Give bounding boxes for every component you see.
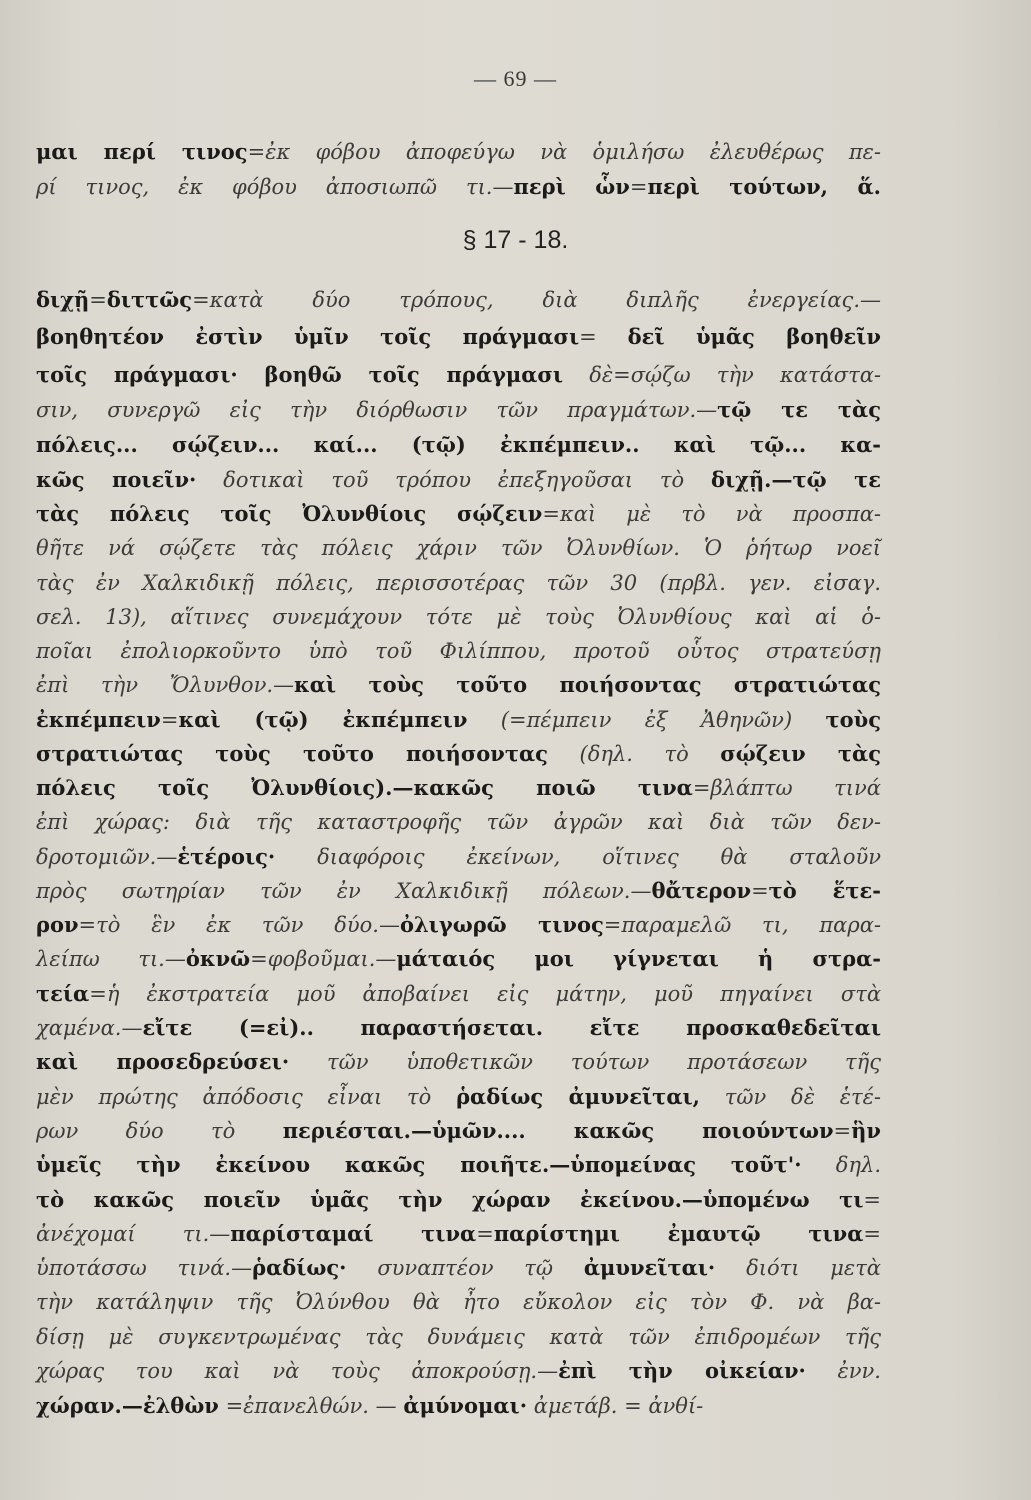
text-line xyxy=(36,771,881,805)
bold-term: περὶ τούτων, ἅ. xyxy=(647,174,881,199)
gloss-text: ποῖαι ἐπολιορκοῦντο ὑπὸ τοῦ Φιλίππου, προτοῦ οὗτος στρατεύσῃ xyxy=(36,639,881,663)
gloss-text: =παραμελῶ τι, παρα- xyxy=(603,913,881,937)
gloss-text: = xyxy=(476,1222,494,1246)
bold-term: καὶ προσεδρεύσει· xyxy=(36,1049,290,1074)
text-line xyxy=(36,703,881,737)
gloss-text: =βλάπτω τινά xyxy=(692,776,881,800)
gloss-text: δροτομιῶν.— xyxy=(36,845,178,869)
bold-term: τοὺς xyxy=(825,707,881,732)
gloss-text: = xyxy=(629,175,648,199)
gloss-text: ἀμετάβ. = ἀνθί- xyxy=(527,1394,704,1418)
bold-term: παρίσταμαί τινα xyxy=(230,1221,477,1246)
text-line xyxy=(36,497,881,531)
bold-term: ὑμεῖς τὴν ἐκείνου κακῶς ποιῆτε.—ὑπομείνας τοῦτ'· xyxy=(36,1152,802,1177)
gloss-text: = xyxy=(89,288,107,312)
gloss-text: δὲ=σῴζω τὴν κατάστα- xyxy=(563,363,881,387)
text-line xyxy=(36,1389,881,1423)
bold-term: ἑτέροις· xyxy=(177,844,276,869)
text-line xyxy=(36,358,881,392)
bold-term: ὀκνῶ xyxy=(185,946,251,971)
bold-term: ῥαδίως· xyxy=(252,1255,347,1280)
gloss-text: διότι μετὰ xyxy=(715,1256,881,1280)
gloss-text: ἐπὶ τὴν Ὄλυνθον.— xyxy=(36,673,295,697)
bold-term: χώραν.—ἐλθὼν xyxy=(36,1393,219,1418)
bold-term: τεία xyxy=(36,981,90,1006)
bold-term: κῶς ποιεῖν· xyxy=(36,467,197,492)
text-line xyxy=(36,1251,881,1285)
bold-term: τῷ τε τὰς xyxy=(717,397,881,422)
gloss-text: = xyxy=(751,879,769,903)
gloss-text: ὑποτάσσω τινά.— xyxy=(36,1256,253,1280)
bold-term: δεῖ ὑμᾶς βοηθεῖν xyxy=(627,324,881,349)
gloss-text: τῶν ὑποθετικῶν τούτων προτάσεων τῆς xyxy=(289,1050,881,1074)
bold-term: τὸ κακῶς ποιεῖν ὑμᾶς τὴν χώραν ἐκείνου.—ὑπομένω τι xyxy=(36,1187,864,1212)
text-line xyxy=(36,566,881,600)
gloss-text: δίσῃ μὲ συγκεντρωμένας τὰς δυνάμεις κατὰ τῶν ἐπιδρομέων τῆς xyxy=(36,1325,881,1349)
text-line xyxy=(36,1320,881,1354)
bold-term: μάταιός μοι γίγνεται ἡ στρα- xyxy=(396,946,881,971)
gloss-text: =κατὰ δύο τρόπους, διὰ διπλῆς ἐνεργείας.— xyxy=(192,288,881,312)
bold-term: ἐκπέμπειν xyxy=(36,707,161,732)
bold-term: καὶ (τῷ) ἐκπέμπειν xyxy=(178,707,468,732)
text-line xyxy=(36,1217,881,1251)
bold-term: εἴτε (=εἰ).. παραστήσεται. εἴτε προσκαθεδεῖται xyxy=(142,1015,881,1040)
text-line xyxy=(36,805,881,839)
text-line xyxy=(36,840,881,874)
text-line xyxy=(36,908,881,942)
text-line xyxy=(36,1183,881,1217)
bold-term: ὀλιγωρῶ τινος xyxy=(399,912,604,937)
bold-term: πόλεις... σῴζειν... καί... (τῷ) ἐκπέμπειν.. καὶ τῷ... κα- xyxy=(36,432,881,457)
text-line xyxy=(36,428,881,462)
gloss-text: =τὸ ἓν ἐκ τῶν δύο.— xyxy=(78,913,400,937)
gloss-text: (δηλ. τὸ xyxy=(547,742,721,766)
bold-term: ῥαδίως ἀμυνεῖται, xyxy=(456,1084,700,1109)
bold-term: παρίστημι ἐμαυτῷ τινα xyxy=(493,1221,864,1246)
gloss-text: = xyxy=(579,325,628,349)
gloss-text: τῶν δὲ ἑτέ- xyxy=(699,1085,882,1109)
bold-term: ἀμύνομαι· xyxy=(403,1393,528,1418)
text-line xyxy=(36,135,881,169)
bold-term: διττῶς xyxy=(106,287,193,312)
text-line xyxy=(36,600,881,634)
bold-term: στρατιώτας τοὺς τοῦτο ποιήσοντας xyxy=(36,741,548,766)
text-line xyxy=(36,1354,881,1388)
gloss-text: =ἐπανελθών. — xyxy=(218,1394,404,1418)
gloss-text: = xyxy=(833,1119,852,1143)
bold-term: θἄτερον xyxy=(651,878,752,903)
text-line xyxy=(36,1114,881,1148)
gloss-text: =φοβοῦμαι.— xyxy=(250,947,397,971)
text-line xyxy=(36,393,881,427)
section-heading: § 17 - 18. xyxy=(462,226,569,254)
bold-term: μαι περί τινος xyxy=(36,139,248,164)
text-line xyxy=(36,1285,881,1319)
bold-term: καὶ τοὺς τοῦτο ποιήσοντας στρατιώτας xyxy=(294,672,881,697)
gloss-text: = xyxy=(160,708,179,732)
page-number: — 69 — xyxy=(474,66,557,91)
gloss-text: διαφόροις ἐκείνων, οἵτινες θὰ σταλοῦν xyxy=(275,845,881,869)
gloss-text: θῆτε νά σῴζετε τὰς πόλεις χάριν τῶν Ὀλυνθίων. Ὁ ῥήτωρ νοεῖ xyxy=(36,536,881,560)
gloss-text: χώρας του καὶ νὰ τοὺς ἀποκρούσῃ.— xyxy=(36,1359,559,1383)
gloss-text: ἀνέχομαί τι.— xyxy=(36,1222,231,1246)
gloss-text: ἐπὶ χώρας: διὰ τῆς καταστροφῆς τῶν ἀγρῶν καὶ διὰ τῶν δεν- xyxy=(36,810,881,834)
gloss-text: πρὸς σωτηρίαν τῶν ἐν Χαλκιδικῇ πόλεων.— xyxy=(36,879,652,903)
bold-term: σῴζειν τὰς xyxy=(720,741,881,766)
gloss-text: τὰς ἐν Χαλκιδικῇ πόλεις, περισσοτέρας τῶν 30 (πρβλ. γεν. εἰσαγ. xyxy=(36,571,881,595)
text-line xyxy=(36,1011,881,1045)
text-line xyxy=(36,634,881,668)
text-line xyxy=(36,977,881,1011)
bold-term: ἀμυνεῖται· xyxy=(583,1255,716,1280)
bold-term: διχῇ.—τῷ τε xyxy=(710,467,881,492)
gloss-text: =ἐκ φόβου ἀποφεύγω νὰ ὁμιλήσω ἐλευθέρως πε- xyxy=(247,140,882,164)
gloss-text: μὲν πρώτης ἀπόδοσις εἶναι τὸ xyxy=(36,1085,457,1109)
text-line xyxy=(36,463,881,497)
gloss-text: = xyxy=(863,1188,881,1212)
text-line xyxy=(36,283,881,317)
gloss-text: τὴν κατάληψιν τῆς Ὀλύνθου θὰ ἦτο εὔκολον εἰς τὸν Φ. νὰ βα- xyxy=(36,1290,881,1314)
text-line xyxy=(36,531,881,565)
bold-term: διχῇ xyxy=(36,287,90,312)
gloss-text: σελ. 13), αἵτινες συνεμάχουν τότε μὲ τοὺς Ὀλυνθίους καὶ αἱ ὁ- xyxy=(36,605,881,629)
gloss-text: χαμένα.— xyxy=(36,1016,143,1040)
bold-term: περιέσται.—ὑμῶν.... κακῶς ποιούντων xyxy=(282,1118,834,1143)
text-line xyxy=(36,320,881,354)
gloss-text: = xyxy=(863,1222,881,1246)
text-line xyxy=(36,668,881,702)
text-line xyxy=(36,737,881,771)
gloss-text: λείπω τι.— xyxy=(36,947,186,971)
text-line xyxy=(36,1080,881,1114)
gloss-text: σιν, συνεργῶ εἰς τὴν διόρθωσιν τῶν πραγμάτων.— xyxy=(36,398,718,422)
bold-term: τὸ ἕτε- xyxy=(768,878,882,903)
gloss-text: =ἡ ἐκστρατεία μοῦ ἀποβαίνει εἰς μάτην, μοῦ πηγαίνει στὰ xyxy=(89,982,881,1006)
gloss-text: ρων δύο τὸ xyxy=(36,1119,283,1143)
bold-term: ἐπὶ τὴν οἰκείαν· xyxy=(558,1358,806,1383)
gloss-text: (=πέμπειν ἐξ Ἀθηνῶν) xyxy=(467,708,826,732)
bold-term: ρον xyxy=(36,912,79,937)
gloss-text: δηλ. xyxy=(801,1153,881,1177)
gloss-text: συναπτέον τῷ xyxy=(346,1256,584,1280)
text-line xyxy=(36,170,881,204)
text-line xyxy=(36,1148,881,1182)
gloss-text: =καὶ μὲ τὸ νὰ προσπα- xyxy=(542,502,881,526)
text-line xyxy=(36,942,881,976)
gloss-text: ἐνν. xyxy=(805,1359,881,1383)
bold-term: περὶ ὧν xyxy=(513,174,630,199)
bold-term: τὰς πόλεις τοῖς Ὀλυνθίοις σῴζειν xyxy=(36,501,543,526)
bold-term: τοῖς πράγμασι· βοηθῶ τοῖς πράγμασι xyxy=(36,362,564,387)
bold-term: ἣν xyxy=(851,1118,881,1143)
text-line xyxy=(36,1045,881,1079)
gloss-text: δοτικαὶ τοῦ τρόπου ἐπεξηγοῦσαι τὸ xyxy=(196,468,711,492)
gloss-text: ρί τινος, ἐκ φόβου ἀποσιωπῶ τι.— xyxy=(36,175,514,199)
bold-term: βοηθητέον ἐστὶν ὑμῖν τοῖς πράγμασι xyxy=(36,324,580,349)
text-line xyxy=(36,874,881,908)
bold-term: πόλεις τοῖς Ὀλυνθίοις).—κακῶς ποιῶ τινα xyxy=(36,775,693,800)
